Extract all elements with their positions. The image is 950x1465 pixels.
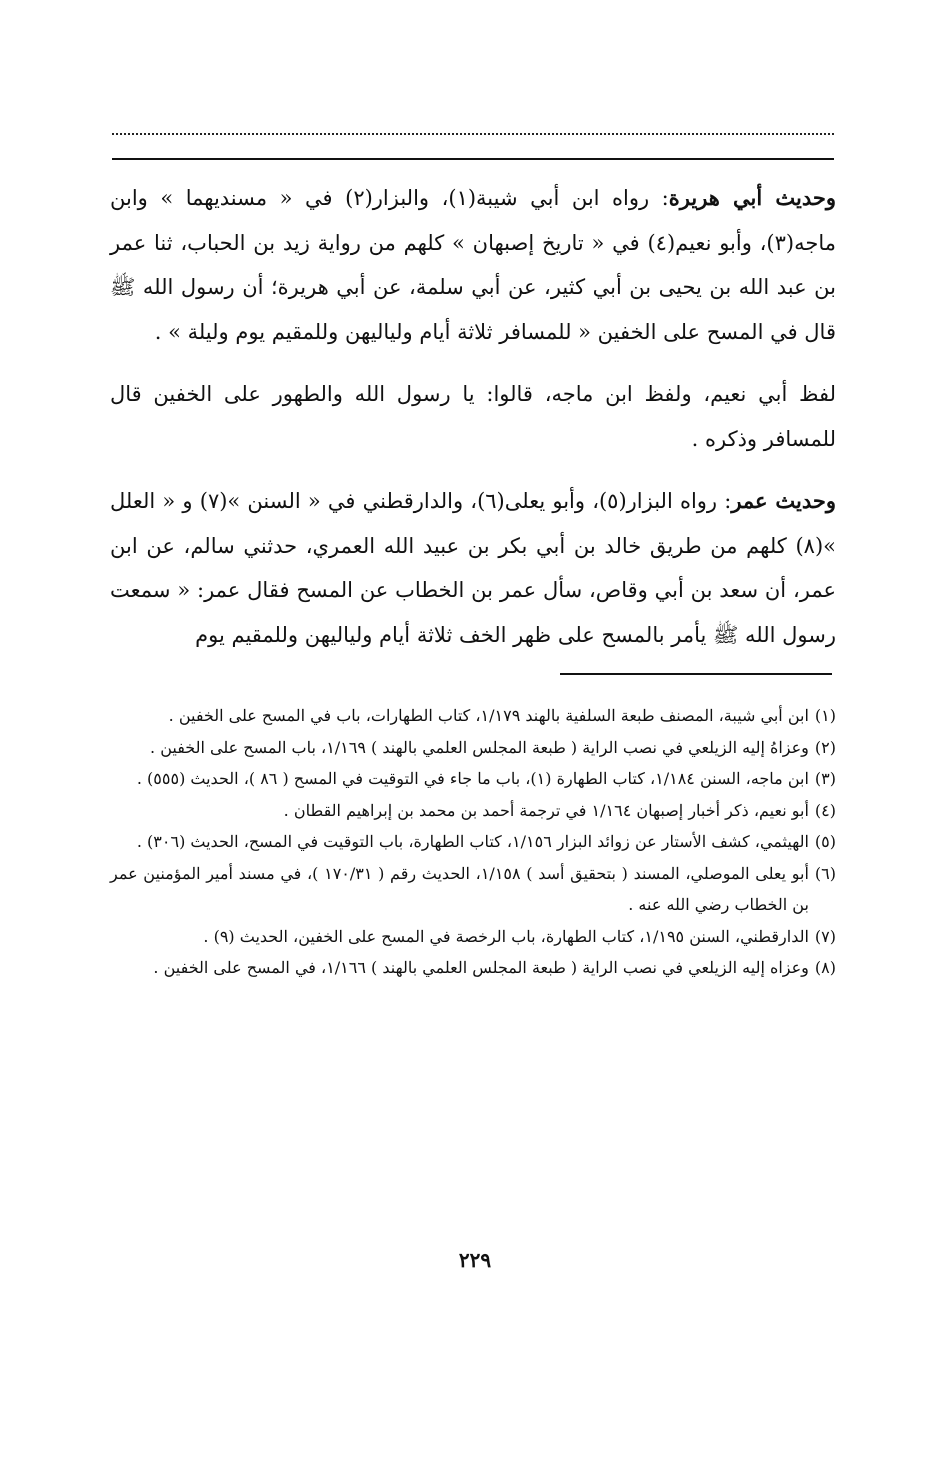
footnote-number: (٨) bbox=[814, 958, 836, 977]
footnote-number: (٧) bbox=[814, 926, 836, 946]
page-number: ٢٢٩ bbox=[458, 1248, 492, 1272]
footnote-7 bbox=[110, 921, 836, 953]
paragraph-abu-hurayra bbox=[110, 176, 836, 354]
main-text bbox=[110, 176, 836, 675]
footnote-number: (١) bbox=[814, 706, 836, 725]
footnote-number: (٥) bbox=[814, 832, 836, 851]
footnote-2 bbox=[110, 732, 836, 764]
footnote-text: الدارقطني، السنن ١/١٩٥، كتاب الطهارة، باب الرخصة في المسح على الخفين، الحديث (٩) . bbox=[203, 926, 809, 946]
footnotes bbox=[110, 700, 836, 984]
footnote-text: أبو نعيم، ذكر أخبار إصبهان ١/١٦٤ في ترجمة أحمد بن محمد بن إبراهيم القطان . bbox=[283, 800, 809, 820]
paragraph-body: : رواه البزار(٥)، وأبو يعلى(٦)، والدارقطني في « السنن »(٧) و « العلل »(٨) كلهم من طريق خالد بن أبي بكر بن عبيد الله العمري، حدثني سالم، عن ابن عمر، أن سعد بن أبي وقاص، سأل عمر بن الخطاب عن المسح فقال عمر: « سمعت رسول الله ﷺ يأمر بالمسح على ظهر الخف ثلاثة أيام ولياليهن وللمقيم يوم bbox=[110, 489, 836, 647]
footnote-1 bbox=[110, 700, 836, 732]
footnote-number: (٢) bbox=[814, 737, 836, 757]
top-rule bbox=[112, 158, 834, 160]
paragraph-umar bbox=[110, 479, 836, 657]
dotted-top-rule bbox=[112, 133, 834, 135]
footnote-text: ابن ماجه، السنن ١/١٨٤، كتاب الطهارة (١)، باب ما جاء في التوقيت في المسح ( ٨٦ )، الحديث (٥٥٥) . bbox=[136, 769, 809, 788]
paragraph-body: : رواه ابن أبي شيبة(١)، والبزار(٢) في « مسنديهما » وابن ماجه(٣)، وأبو نعيم(٤) في « تاريخ إصبهان » كلهم من رواية زيد بن الحباب، ثنا عمر بن عبد الله بن يحيى بن أبي كثير، عن أبي سلمة، عن أبي هريرة؛ أن رسول الله ﷺ قال في المسح على الخفين « للمسافر ثلاثة أيام ولياليهن وللمقيم يوم وليلة » . bbox=[110, 186, 836, 344]
paragraph-wording bbox=[110, 372, 836, 461]
footnote-text: وعزاهُ إليه الزيلعي في نصب الراية ( طبعة المجلس العلمي بالهند ) ١/١٦٩، باب المسح على الخفين . bbox=[150, 737, 809, 757]
footnote-text: الهيثمي، كشف الأستار عن زوائد البزار ١/١٥٦، كتاب الطهارة، باب التوقيت في المسح، الحديث (٣٠٦) . bbox=[136, 832, 809, 851]
footnote-separator bbox=[560, 673, 832, 675]
footnote-number: (٤) bbox=[814, 800, 836, 820]
footnote-text: وعزاه إليه الزيلعي في نصب الراية ( طبعة المجلس العلمي بالهند ) ١/١٦٦، في المسح على الخفين . bbox=[153, 958, 809, 977]
footnote-4 bbox=[110, 795, 836, 827]
footnote-number: (٣) bbox=[814, 769, 836, 788]
paragraph-lead: وحديث عمر bbox=[731, 488, 837, 513]
footnote-number: (٦) bbox=[814, 863, 836, 883]
footnote-5 bbox=[110, 826, 836, 858]
footnote-6 bbox=[110, 858, 836, 921]
footnote-text: ابن أبي شيبة، المصنف طبعة السلفية بالهند ١/١٧٩، كتاب الطهارات، باب في المسح على الخفين . bbox=[168, 706, 809, 725]
paragraph-body: لفظ أبي نعيم، ولفظ ابن ماجه، قالوا: يا رسول الله والطهور على الخفين قال للمسافر وذكره . bbox=[110, 382, 836, 451]
footnote-3 bbox=[110, 763, 836, 795]
footnote-text: أبو يعلى الموصلي، المسند ( بتحقيق أسد ) ١/١٥٨، الحديث رقم ( ١٧٠/٣١ )، في مسند أمير المؤمنين عمر بن الخطاب رضي الله عنه . bbox=[110, 863, 809, 914]
footnote-8 bbox=[110, 952, 836, 984]
paragraph-lead: وحديث أبي هريرة bbox=[668, 185, 836, 210]
